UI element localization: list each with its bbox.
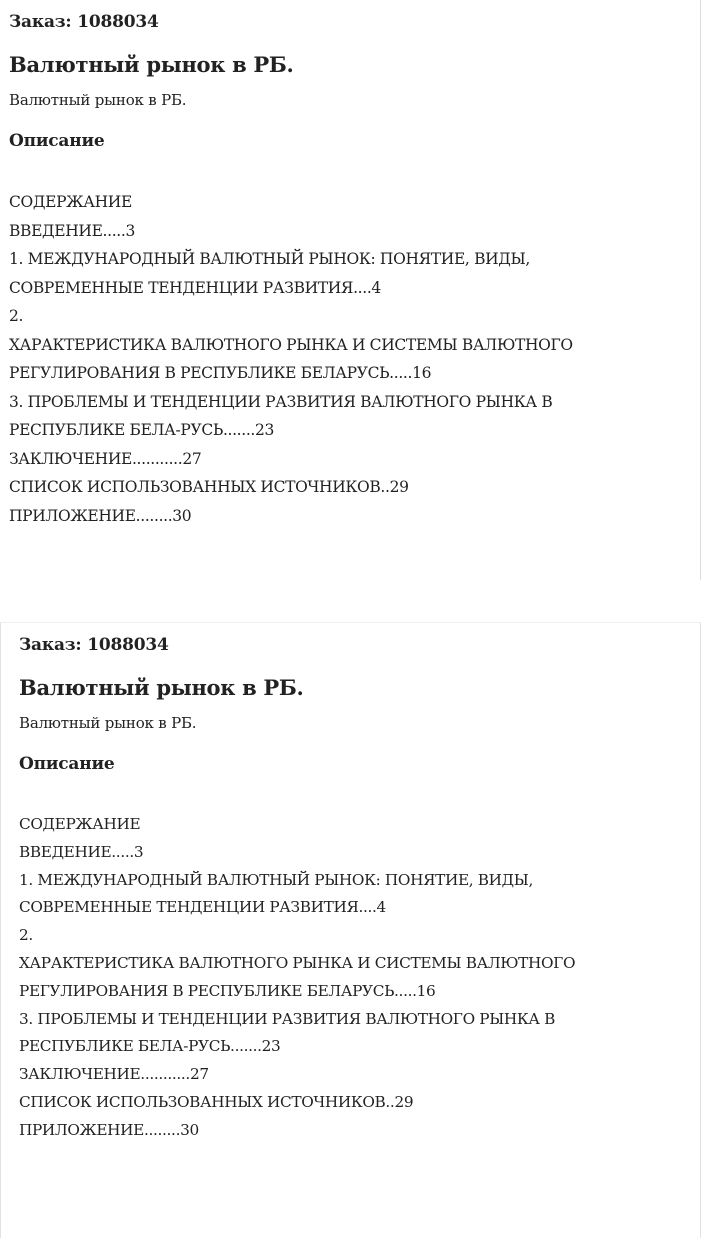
toc-line: ПРИЛОЖЕНИЕ........30 xyxy=(19,1120,199,1139)
page-subtitle: Валютный рынок в РБ. xyxy=(19,714,197,732)
toc-line: СОВРЕМЕННЫЕ ТЕНДЕНЦИИ РАЗВИТИЯ....4 xyxy=(19,898,386,917)
page-title: Валютный рынок в РБ. xyxy=(9,52,294,77)
toc-line: РЕСПУБЛИКЕ БЕЛА-РУСЬ.......23 xyxy=(19,1037,281,1056)
order-card-bottom xyxy=(0,622,701,1238)
description-heading: Описание xyxy=(9,131,105,151)
toc-line: СОВРЕМЕННЫЕ ТЕНДЕНЦИИ РАЗВИТИЯ....4 xyxy=(9,278,381,297)
toc-line: ХАРАКТЕРИСТИКА ВАЛЮТНОГО РЫНКА И СИСТЕМЫ ВАЛЮТНОГО xyxy=(19,953,576,972)
toc-line: 2. xyxy=(9,307,24,325)
order-number: Заказ: 1088034 xyxy=(19,635,169,655)
toc-line: ЗАКЛЮЧЕНИЕ...........27 xyxy=(9,449,202,468)
toc-line: ВВЕДЕНИЕ.....3 xyxy=(9,221,135,240)
toc-line: СОДЕРЖАНИЕ xyxy=(9,193,132,211)
toc-line: СПИСОК ИСПОЛЬЗОВАННЫХ ИСТОЧНИКОВ..29 xyxy=(19,1092,414,1111)
toc-line: 1. МЕЖДУНАРОДНЫЙ ВАЛЮТНЫЙ РЫНОК: ПОНЯТИЕ, ВИДЫ, xyxy=(9,250,531,268)
table-of-contents xyxy=(19,811,700,1145)
toc-line: ХАРАКТЕРИСТИКА ВАЛЮТНОГО РЫНКА И СИСТЕМЫ ВАЛЮТНОГО xyxy=(9,335,573,354)
toc-line: 2. xyxy=(19,926,33,945)
toc-line: 1. МЕЖДУНАРОДНЫЙ ВАЛЮТНЫЙ РЫНОК: ПОНЯТИЕ, ВИДЫ, xyxy=(19,870,533,889)
toc-line: ЗАКЛЮЧЕНИЕ...........27 xyxy=(19,1065,209,1084)
toc-line: СПИСОК ИСПОЛЬЗОВАННЫХ ИСТОЧНИКОВ..29 xyxy=(9,478,409,496)
description-heading: Описание xyxy=(19,754,115,774)
toc-line: РЕГУЛИРОВАНИЯ В РЕСПУБЛИКЕ БЕЛАРУСЬ.....16 xyxy=(19,981,436,1000)
page-subtitle: Валютный рынок в РБ. xyxy=(9,91,187,109)
toc-line: РЕСПУБЛИКЕ БЕЛА-РУСЬ.......23 xyxy=(9,421,275,439)
page-title: Валютный рынок в РБ. xyxy=(19,675,304,700)
toc-line: 3. ПРОБЛЕМЫ И ТЕНДЕНЦИИ РАЗВИТИЯ ВАЛЮТНОГО РЫНКА В xyxy=(19,1009,556,1028)
toc-line: ПРИЛОЖЕНИЕ........30 xyxy=(9,506,192,525)
toc-line: 3. ПРОБЛЕМЫ И ТЕНДЕНЦИИ РАЗВИТИЯ ВАЛЮТНОГО РЫНКА В xyxy=(9,392,553,411)
toc-line: РЕГУЛИРОВАНИЯ В РЕСПУБЛИКЕ БЕЛАРУСЬ.....16 xyxy=(9,364,432,382)
toc-line: СОДЕРЖАНИЕ xyxy=(19,815,141,833)
order-card-top xyxy=(0,0,701,580)
order-number: Заказ: 1088034 xyxy=(9,12,159,32)
table-of-contents xyxy=(9,188,700,530)
toc-line: ВВЕДЕНИЕ.....3 xyxy=(19,842,144,861)
